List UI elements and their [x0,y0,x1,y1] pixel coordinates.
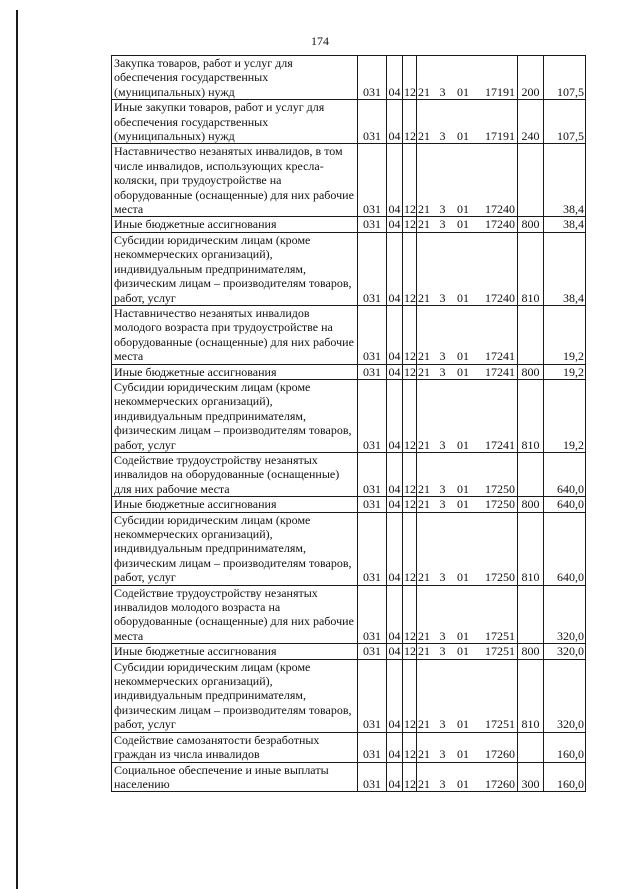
ministry-code: 031 [358,585,387,644]
ministry-code: 031 [358,217,387,232]
section-code: 04 [388,644,401,659]
main-event-code: 01 [457,497,469,512]
table-row [112,644,586,659]
page-number: 174 [311,34,329,48]
direction-code: 17260 [485,776,515,791]
direction-code: 17240 [485,217,515,232]
expense-type-code: 810 [518,232,544,305]
amount: 19,2 [544,305,586,364]
expense-type-code [518,305,544,364]
section-code: 04 [387,379,403,452]
main-event-code: 01 [457,481,469,496]
target-article-code [417,497,518,512]
expense-type-code: 800 [518,644,544,659]
amount: 320,0 [544,644,586,659]
subprogram-code: 3 [439,481,446,496]
target-article-code [417,232,518,305]
main-event-code: 01 [457,644,469,659]
ministry-code: 031 [358,232,387,305]
expense-name: Иные бюджетные ассигнования [112,497,358,512]
table-row [112,512,586,585]
amount: 320,0 [544,585,586,644]
table-row [112,364,586,379]
table-row [112,497,586,512]
amount: 19,2 [544,364,586,379]
amount: 320,0 [544,659,586,732]
subprogram-code: 3 [439,717,446,732]
main-event-code: 01 [457,437,469,452]
subsection-code: 12 [403,100,417,144]
ministry-code: 031 [358,56,387,100]
program-code: 21 [418,202,430,217]
table-row [112,762,586,792]
section-code: 04 [387,732,403,762]
subprogram-code: 3 [439,497,446,512]
expense-name: Наставничество незанятых инвалидов молодого возраста при трудоустройстве на оборудованные (оснащенные) для них рабочие места [112,305,358,364]
direction-code: 17241 [485,349,515,364]
expense-name: Субсидии юридическим лицам (кроме некоммерческих организаций), индивидуальным предпринимателям, физическим лицам – производителям товаров, работ, услуг [112,512,358,585]
main-event-code: 01 [457,776,469,791]
program-code: 21 [418,290,430,305]
page-left-border [16,10,18,889]
program-code: 21 [418,628,430,643]
ministry-code: 031 [358,659,387,732]
direction-code: 17240 [485,202,515,217]
expense-type-code [518,452,544,496]
expense-type-code: 300 [518,762,544,792]
expense-name: Содействие трудоустройству незанятых инвалидов на оборудованные (оснащенные) для них рабочие места [112,452,358,496]
target-article-code [417,217,518,232]
main-event-code: 01 [457,202,469,217]
amount: 107,5 [544,100,586,144]
table-row [112,659,586,732]
target-article-code [417,305,518,364]
direction-code: 17251 [485,628,515,643]
table-row [112,56,586,100]
subsection-code: 12 [403,762,417,792]
subsection-code: 12 [403,232,417,305]
subprogram-code: 3 [439,290,446,305]
amount: 38,4 [544,217,586,232]
ministry-code: 031 [358,644,387,659]
target-article-code [417,762,518,792]
table-row [112,732,586,762]
amount: 38,4 [544,144,586,217]
budget-table-body [112,56,586,792]
section-code: 04 [387,100,403,144]
section-code: 04 [387,659,403,732]
section-code: 04 [387,56,403,100]
program-code: 21 [418,129,430,144]
ministry-code: 031 [358,379,387,452]
direction-code: 17250 [485,497,515,512]
direction-code: 17191 [485,129,515,144]
direction-code: 17250 [485,570,515,585]
table-row [112,379,586,452]
ministry-code: 031 [358,144,387,217]
expense-type-code: 800 [518,364,544,379]
expense-type-code: 200 [518,56,544,100]
section-code: 04 [387,144,403,217]
expense-type-code [518,585,544,644]
main-event-code: 01 [457,747,469,762]
target-article-code [417,585,518,644]
amount: 19,2 [544,379,586,452]
expense-type-code [518,144,544,217]
section-code: 04 [388,497,401,512]
expense-name: Иные бюджетные ассигнования [112,364,358,379]
subsection-code: 12 [403,452,417,496]
section-code: 04 [387,452,403,496]
subprogram-code: 3 [439,776,446,791]
ministry-code: 031 [358,305,387,364]
target-article-code [417,56,518,100]
main-event-code: 01 [457,349,469,364]
program-code: 21 [418,776,430,791]
section-code: 04 [387,585,403,644]
subsection-code: 12 [403,585,417,644]
direction-code: 17260 [485,747,515,762]
subsection-code: 12 [403,379,417,452]
subprogram-code: 3 [439,202,446,217]
ministry-code: 031 [358,452,387,496]
section-code: 04 [388,217,401,232]
table-row [112,305,586,364]
section-code: 04 [387,232,403,305]
expense-type-code: 800 [518,497,544,512]
amount: 107,5 [544,56,586,100]
subsection-code: 12 [403,144,417,217]
target-article-code [417,659,518,732]
expense-name: Иные бюджетные ассигнования [112,217,358,232]
main-event-code: 01 [457,717,469,732]
subprogram-code: 3 [439,747,446,762]
expense-name: Содействие самозанятости безработных граждан из числа инвалидов [112,732,358,762]
section-code: 04 [388,364,401,379]
target-article-code [417,452,518,496]
ministry-code: 031 [358,762,387,792]
ministry-code: 031 [358,732,387,762]
direction-code: 17240 [485,290,515,305]
section-code: 04 [387,512,403,585]
main-event-code: 01 [457,84,469,99]
ministry-code: 031 [358,100,387,144]
table-row [112,452,586,496]
direction-code: 17250 [485,481,515,496]
subsection-code: 12 [403,659,417,732]
main-event-code: 01 [457,217,469,232]
subsection-code: 12 [404,217,416,232]
subprogram-code: 3 [439,364,446,379]
subsection-code: 12 [404,364,416,379]
expense-type-code: 810 [518,659,544,732]
program-code: 21 [418,84,430,99]
program-code: 21 [418,570,430,585]
expense-type-code [518,732,544,762]
subsection-code: 12 [403,56,417,100]
subprogram-code: 3 [439,644,446,659]
expense-name: Иные закупки товаров, работ и услуг для обеспечения государственных (муниципальных) нужд [112,100,358,144]
direction-code: 17251 [485,644,515,659]
table-row [112,585,586,644]
subprogram-code: 3 [439,628,446,643]
expense-type-code: 240 [518,100,544,144]
program-code: 21 [418,747,430,762]
target-article-code [417,732,518,762]
expense-name: Субсидии юридическим лицам (кроме некоммерческих организаций), индивидуальным предпринимателям, физическим лицам – производителям товаров, работ, услуг [112,379,358,452]
subprogram-code: 3 [439,129,446,144]
subsection-code: 12 [404,497,416,512]
expense-name: Закупка товаров, работ и услуг для обеспечения государственных (муниципальных) нужд [112,56,358,100]
amount: 160,0 [544,762,586,792]
program-code: 21 [418,717,430,732]
ministry-code: 031 [358,364,387,379]
subsection-code: 12 [403,305,417,364]
expense-name: Социальное обеспечение и иные выплаты населению [112,762,358,792]
expense-name: Субсидии юридическим лицам (кроме некоммерческих организаций), индивидуальным предпринимателям, физическим лицам – производителям товаров, работ, услуг [112,659,358,732]
direction-code: 17241 [485,364,515,379]
main-event-code: 01 [457,129,469,144]
main-event-code: 01 [457,364,469,379]
amount: 38,4 [544,232,586,305]
target-article-code [417,512,518,585]
section-code: 04 [387,762,403,792]
target-article-code [417,144,518,217]
subprogram-code: 3 [439,437,446,452]
target-article-code [417,364,518,379]
subsection-code: 12 [403,732,417,762]
section-code: 04 [387,305,403,364]
amount: 160,0 [544,732,586,762]
program-code: 21 [418,437,430,452]
expense-type-code: 810 [518,512,544,585]
ministry-code: 031 [358,512,387,585]
expense-type-code: 810 [518,379,544,452]
subsection-code: 12 [403,512,417,585]
program-code: 21 [418,481,430,496]
expense-type-code: 800 [518,217,544,232]
program-code: 21 [418,364,430,379]
direction-code: 17251 [485,717,515,732]
target-article-code [417,100,518,144]
amount: 640,0 [544,452,586,496]
program-code: 21 [418,349,430,364]
budget-table [111,55,586,792]
main-event-code: 01 [457,628,469,643]
subsection-code: 12 [404,644,416,659]
main-event-code: 01 [457,290,469,305]
expense-name: Иные бюджетные ассигнования [112,644,358,659]
direction-code: 17241 [485,437,515,452]
program-code: 21 [418,217,430,232]
program-code: 21 [418,497,430,512]
amount: 640,0 [544,512,586,585]
direction-code: 17191 [485,84,515,99]
expense-name: Субсидии юридическим лицам (кроме некоммерческих организаций), индивидуальным предпринимателям, физическим лицам – производителям товаров, работ, услуг [112,232,358,305]
table-row [112,232,586,305]
amount: 640,0 [544,497,586,512]
main-event-code: 01 [457,570,469,585]
table-row [112,100,586,144]
ministry-code: 031 [358,497,387,512]
expense-name: Наставничество незанятых инвалидов, в том числе инвалидов, использующих кресла-коляски, при трудоустройстве на оборудованные (оснащенные) для них рабочие места [112,144,358,217]
expense-name: Содействие трудоустройству незанятых инвалидов молодого возраста на оборудованные (оснащенные) для них рабочие места [112,585,358,644]
subprogram-code: 3 [439,84,446,99]
program-code: 21 [418,644,430,659]
table-row [112,144,586,217]
subprogram-code: 3 [439,217,446,232]
target-article-code [417,644,518,659]
table-row [112,217,586,232]
subprogram-code: 3 [439,349,446,364]
subprogram-code: 3 [439,570,446,585]
target-article-code [417,379,518,452]
